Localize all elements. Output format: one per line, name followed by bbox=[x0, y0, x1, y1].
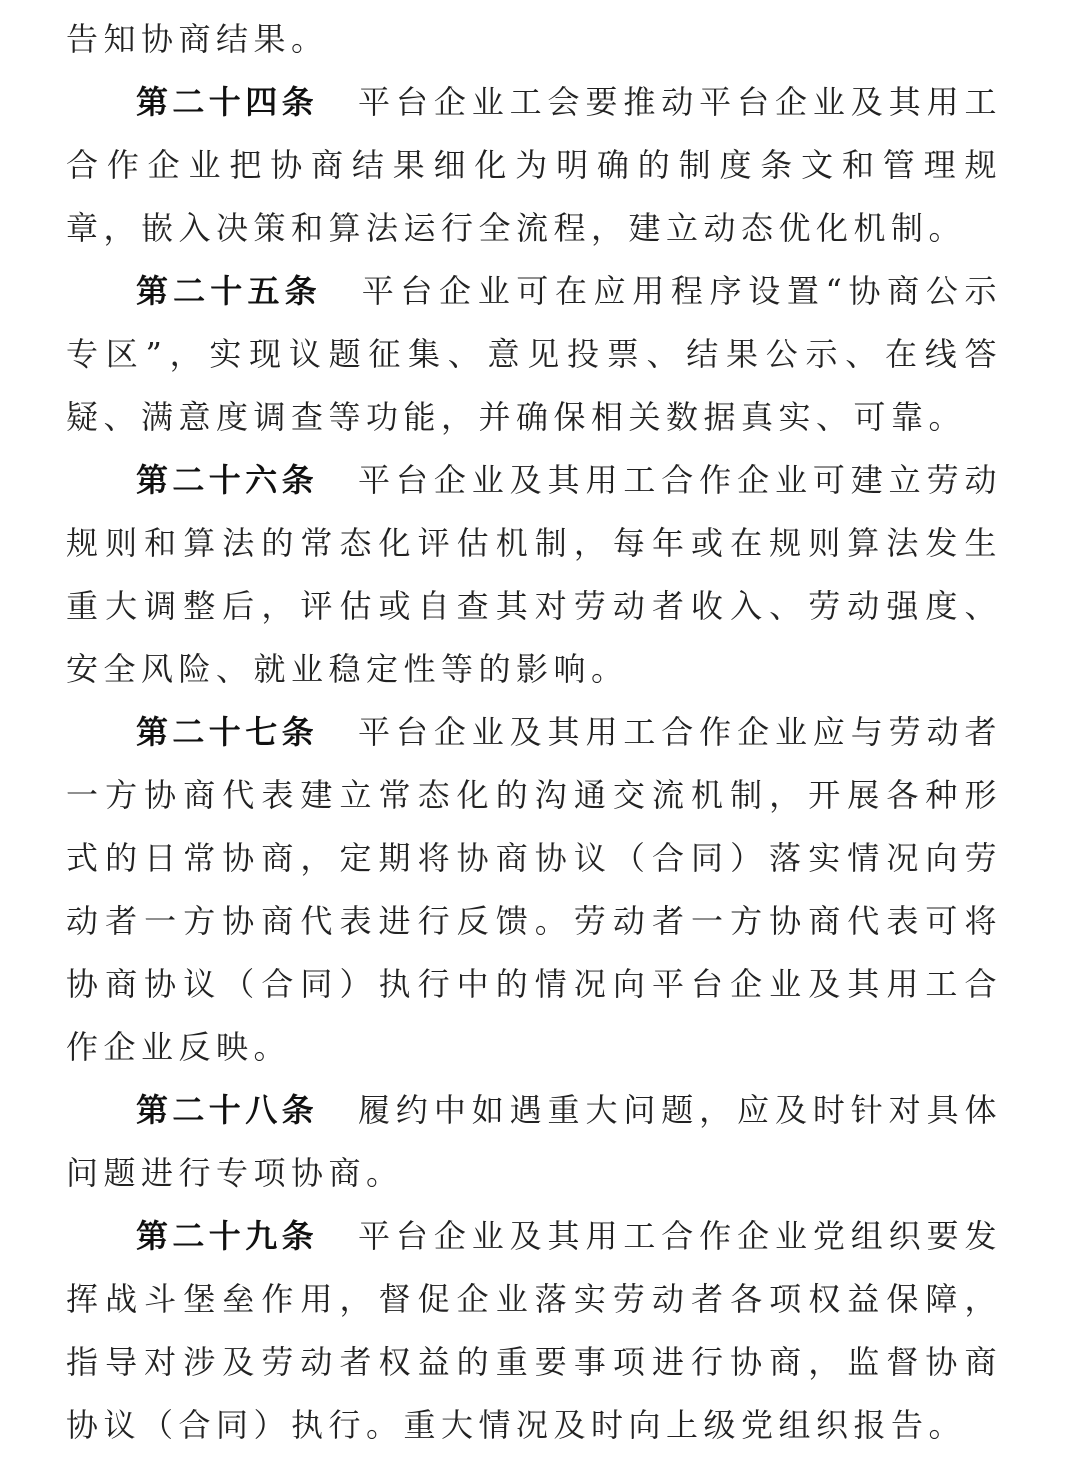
article-heading: 第二十六条 bbox=[136, 461, 319, 499]
article-body: 平台企业及其用工合作企业可建立劳动规则和算法的常态化评估机制，每年或在规则算法发生重大调整后，评估或自查其对劳动者收入、劳动强度、安全风险、就业稳定性等的影响。 bbox=[66, 461, 1002, 688]
article-body: 平台企业工会要推动平台企业及其用工合作企业把协商结果细化为明确的制度条文和管理规章，嵌入决策和算法运行全流程，建立动态优化机制。 bbox=[66, 83, 1002, 247]
article-heading: 第二十八条 bbox=[136, 1091, 319, 1129]
document-text bbox=[66, 8, 1002, 1457]
article-heading: 第二十七条 bbox=[136, 713, 319, 751]
leading-text: 告知协商结果。 bbox=[66, 20, 329, 58]
article-25 bbox=[66, 260, 1002, 449]
article-body: 平台企业及其用工合作企业应与劳动者一方协商代表建立常态化的沟通交流机制，开展各种形式的日常协商，定期将协商协议（合同）落实情况向劳动者一方协商代表进行反馈。劳动者一方协商代表可将协商协议（合同）执行中的情况向平台企业及其用工合作企业反映。 bbox=[66, 713, 1002, 1066]
article-heading: 第二十九条 bbox=[136, 1217, 319, 1255]
article-body: 平台企业及其用工合作企业党组织要发挥战斗堡垒作用，督促企业落实劳动者各项权益保障，指导对涉及劳动者权益的重要事项进行协商，监督协商协议（合同）执行。重大情况及时向上级党组织报告。 bbox=[66, 1217, 1002, 1444]
article-body: 平台企业可在应用程序设置“协商公示专区”，实现议题征集、意见投票、结果公示、在线答疑、满意度调查等功能，并确保相关数据真实、可靠。 bbox=[66, 272, 1002, 436]
article-heading: 第二十四条 bbox=[136, 83, 319, 121]
article-26 bbox=[66, 449, 1002, 701]
article-24 bbox=[66, 71, 1002, 260]
article-27 bbox=[66, 701, 1002, 1079]
article-28 bbox=[66, 1079, 1002, 1205]
article-heading: 第二十五条 bbox=[136, 272, 322, 310]
article-body: 履约中如遇重大问题，应及时针对具体问题进行专项协商。 bbox=[66, 1091, 1002, 1192]
article-29 bbox=[66, 1205, 1002, 1457]
